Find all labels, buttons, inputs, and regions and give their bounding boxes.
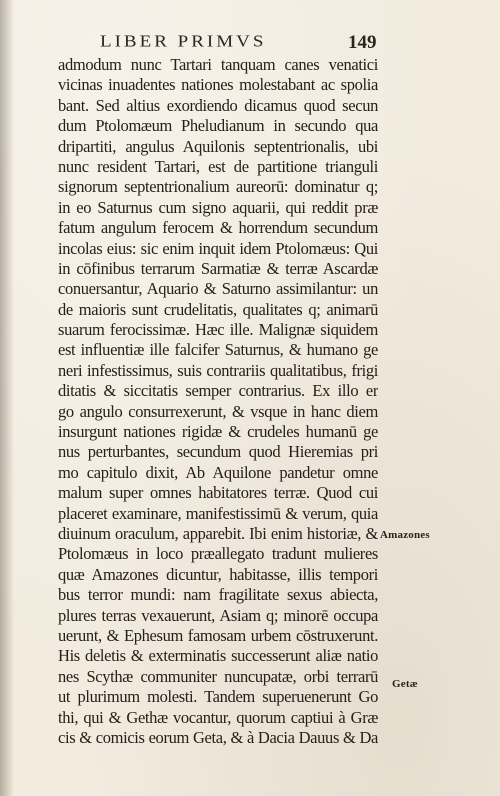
text-line: placeret examinare, manifestissimū & verum, quia	[58, 503, 378, 523]
text-line: fatum angulum ferocem & horrendum secundum	[58, 218, 378, 238]
text-line: malum super omnes habitatores terræ. Quod cui	[58, 483, 378, 503]
text-line: neri infestissimus, suis contrariis qualitatibus, frigi	[58, 360, 378, 380]
text-line: plures terras vexauerunt, Asiam q; minorē occupa	[58, 605, 378, 625]
text-line: admodum nunc Tartari tanquam canes venatici	[58, 55, 378, 74]
text-line: conuersantur, Aquario & Saturno assimilantur: un	[58, 279, 378, 299]
text-line: Ptolomæus in loco præallegato tradunt mulieres	[58, 544, 378, 564]
text-line: signorum septentrionalium aureorū: dominatur q;	[58, 177, 378, 197]
body-text	[58, 55, 378, 748]
binding-shadow	[0, 0, 14, 796]
text-line: mo capitulo dixit, Ab Aquilone pandetur omne	[58, 462, 378, 482]
text-line: in eo Saturnus cum signo aquarii, qui reddit præ	[58, 197, 378, 217]
text-line: dripartiti, angulus Aquilonis septentrionalis, ubi	[58, 136, 378, 156]
page-number: 149	[348, 32, 377, 53]
text-line: ditatis & siccitatis semper contrarius. Ex illo er	[58, 381, 378, 401]
text-line: in cōfinibus terrarum Sarmatiæ & terræ Ascardæ	[58, 258, 378, 278]
text-line: ut plurimum molesti. Tandem superuenerunt Go	[58, 687, 378, 707]
text-line: quæ Amazones dicuntur, habitasse, illis tempori	[58, 564, 378, 584]
running-head-title: LIBER PRIMVS	[100, 32, 267, 51]
text-line: bant. Sed altius exordiendo dicamus quod secun	[58, 95, 378, 115]
text-line: suarum ferocissimæ. Hæc ille. Malignæ siquidem	[58, 320, 378, 340]
text-line: est influentiæ ille falcifer Saturnus, & humano ge	[58, 340, 378, 360]
text-line: cis & comicis eorum Geta, & à Dacia Dauus & Da	[58, 727, 378, 747]
text-line: de maioris sunt crudelitatis, qualitates q; animarū	[58, 299, 378, 319]
text-line: dum Ptolomæum Pheludianum in secundo qua	[58, 116, 378, 136]
text-line: insurgunt nationes rigidæ & crudeles humanū ge	[58, 422, 378, 442]
text-line: nus perturbantes, secundum quod Hieremias pri	[58, 442, 378, 462]
text-line: go angulo consurrexerunt, & vsque in hanc diem	[58, 401, 378, 421]
text-line: nunc resident Tartari, est de partitione trianguli	[58, 156, 378, 176]
text-line: vicinas inuadentes nationes molestabant ac spolia	[58, 75, 378, 95]
text-line: nes Scythæ communiter nuncupatæ, orbi terrarū	[58, 666, 378, 686]
text-line: His deletis & exterminatis successerunt aliæ natio	[58, 646, 378, 666]
text-line: thi, qui & Gethæ vocantur, quorum captiui à Græ	[58, 707, 378, 727]
margin-note-getae: Getæ	[392, 678, 418, 690]
running-head	[60, 12, 377, 53]
text-line: incolas eius: sic enim inquit idem Ptolomæus: Qui	[58, 238, 378, 258]
text-line: uerunt, & Ephesum famosam urbem cōstruxerunt.	[58, 625, 378, 645]
margin-note-amazones: Amazones	[380, 529, 430, 541]
text-line: diuinum oraculum, apparebit. Ibi enim historiæ, &	[58, 523, 378, 543]
text-line: bus terror mundi: nam fragilitate sexus abiecta,	[58, 585, 378, 605]
